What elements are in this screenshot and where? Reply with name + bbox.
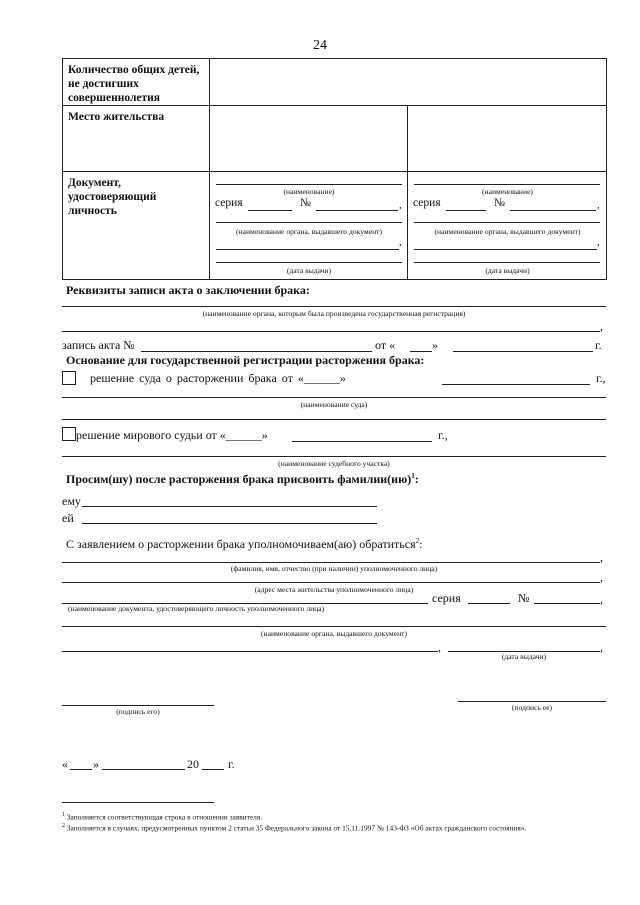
issuer-top-line[interactable] [414, 222, 600, 223]
marriage-record-heading: Реквизиты записи акта о заключении брака: [66, 283, 310, 297]
footnote-2 [62, 821, 606, 833]
issuer-line[interactable] [414, 249, 597, 250]
marriage-org-caption: (наименование органа, которым была произведена государственная регистрация) [202, 309, 466, 318]
record-date-line[interactable] [453, 351, 593, 352]
footnote-separator [62, 802, 214, 803]
page-number: 24 [313, 38, 327, 53]
surname-her-label: ей [62, 511, 74, 525]
children-count-field[interactable] [210, 59, 607, 106]
comma: , [399, 236, 402, 248]
representative-fio-caption: (фамилия, имя, отчество (при наличии) уполномоченного лица) [230, 564, 438, 573]
issuer-top-line[interactable] [216, 222, 402, 223]
year-label: г. [595, 338, 602, 352]
comma: , [600, 640, 603, 654]
comma: , [597, 236, 600, 248]
footnote-ref-2: 2 [415, 537, 420, 545]
magistrate-decision-label: решение мирового судьи от «______» [76, 428, 268, 442]
representative-heading-text: С заявлением о расторжении брака уполномочиваем(аю) обратиться [66, 537, 416, 551]
magistrate-decision-checkbox[interactable] [62, 427, 76, 441]
surnames-heading [66, 472, 419, 487]
number-line[interactable] [316, 210, 398, 211]
issuer-caption: (наименование органа, выдавшего документ) [434, 227, 581, 236]
footnote-1-mark: 1 [62, 812, 65, 818]
representative-series-line[interactable] [468, 603, 510, 604]
issue-date-line[interactable] [216, 262, 402, 263]
doc-name-caption: (наименование) [482, 187, 533, 196]
series-line[interactable] [248, 210, 292, 211]
issue-date-caption: (дата выдачи) [286, 266, 332, 275]
record-number-label: запись акта № [62, 338, 135, 352]
issue-date-line[interactable] [414, 262, 600, 263]
date-month-line[interactable] [102, 769, 185, 770]
date-year-line[interactable] [202, 769, 224, 770]
representative-date-caption: (дата выдачи) [501, 652, 547, 661]
representative-doc-caption: (наименование документа, удостоверяющего личность уполномоченного лица) [68, 604, 325, 613]
representative-series-label: серия [432, 591, 461, 605]
court-date-line[interactable] [442, 384, 590, 385]
date-quote-close: » [93, 757, 99, 771]
comma: , [600, 592, 603, 606]
court-name-caption: (наименование суда) [300, 400, 368, 409]
doc-name-caption: (наименование) [283, 187, 335, 196]
marriage-org-line-1[interactable] [62, 306, 606, 307]
court-decision-label: решение суда о расторжении брака от «______» [90, 371, 346, 385]
magistrate-year: г., [438, 428, 448, 442]
representative-fio-line[interactable] [62, 562, 600, 563]
applicant-table [62, 58, 607, 280]
doc-name-line[interactable] [216, 184, 402, 185]
representative-address-line[interactable] [62, 582, 600, 583]
date-day-line[interactable] [70, 769, 92, 770]
number-line[interactable] [510, 210, 596, 211]
surname-her-line[interactable] [82, 523, 377, 524]
footnote-1-text: Заполняется соответствующая строка в отношении заявителя. [66, 812, 263, 822]
issuer-line[interactable] [216, 249, 399, 250]
signature-his-line[interactable] [62, 705, 214, 706]
representative-heading-tail: : [419, 537, 423, 551]
residence-him-field[interactable] [210, 106, 408, 172]
signature-hers-line[interactable] [458, 701, 606, 702]
identity-doc-label: Документ, удостоверяющий личность [63, 172, 210, 280]
representative-heading [66, 537, 422, 552]
record-number-line[interactable] [141, 351, 372, 352]
date-quote-open: « [62, 757, 68, 771]
comma: , [600, 550, 603, 564]
doc-name-line[interactable] [414, 184, 600, 185]
basis-heading: Основание для государственной регистрации расторжения брака: [66, 353, 425, 367]
comma: , [597, 199, 600, 211]
residence-label: Место жительства [63, 106, 210, 172]
signature-his-caption: (подпись его) [116, 707, 160, 716]
issue-date-caption: (дата выдачи) [485, 266, 530, 275]
series-label: серия [215, 197, 243, 209]
quote-close: » [432, 338, 438, 352]
comma: , [438, 640, 441, 654]
magistrate-area-line[interactable] [62, 456, 606, 457]
surnames-heading-text: Просим(шу) после расторжения брака присвоить фамилии(ию) [66, 472, 412, 486]
surnames-heading-tail: : [414, 472, 419, 486]
representative-number-line[interactable] [534, 603, 600, 604]
identity-doc-him [210, 172, 408, 280]
children-count-label: Количество общих детей, не достигших совершеннолетия [63, 59, 210, 106]
representative-number-label: № [518, 591, 530, 605]
comma: , [399, 199, 402, 211]
date-year-label: г. [228, 757, 235, 771]
signature-hers-caption: (подпись ее) [511, 703, 553, 712]
footnote-2-mark: 2 [62, 823, 65, 829]
representative-address-caption: (адрес места жительства уполномоченного лица) [254, 585, 414, 594]
record-from-label: от « [375, 338, 396, 352]
comma: , [600, 319, 603, 333]
series-label: серия [413, 197, 441, 209]
representative-issuer-line[interactable] [62, 626, 606, 627]
magistrate-date-line[interactable] [292, 441, 432, 442]
series-line[interactable] [446, 210, 486, 211]
record-day-line[interactable] [410, 351, 432, 352]
court-year: г., [596, 371, 606, 385]
footnote-ref-1: 1 [411, 472, 415, 480]
court-name-line[interactable] [62, 397, 606, 398]
number-label: № [494, 197, 505, 209]
residence-her-field[interactable] [408, 106, 607, 172]
date-century: 20 [187, 757, 199, 771]
number-label: № [300, 197, 311, 209]
representative-issuer-line-2[interactable] [62, 651, 438, 652]
surname-him-line[interactable] [82, 506, 377, 507]
representative-issuer-caption: (наименование органа, выдавшего документ) [261, 629, 407, 638]
issuer-caption: (наименование органа, выдавшего документ) [236, 227, 382, 236]
identity-doc-her [408, 172, 607, 280]
court-decision-checkbox[interactable] [62, 371, 76, 385]
surname-him-label: ему [62, 494, 81, 508]
comma: , [600, 570, 603, 584]
footnote-2-text: Заполняется в случаях, предусмотренных пунктом 2 статьи 35 Федерального закона от 15.11.1997 № 143-ФЗ «Об актах гражданского состояния». [66, 823, 527, 833]
court-name-line-2[interactable] [62, 419, 606, 420]
marriage-org-line-2[interactable] [62, 331, 600, 332]
magistrate-area-caption: (наименование судебного участка) [278, 459, 390, 468]
